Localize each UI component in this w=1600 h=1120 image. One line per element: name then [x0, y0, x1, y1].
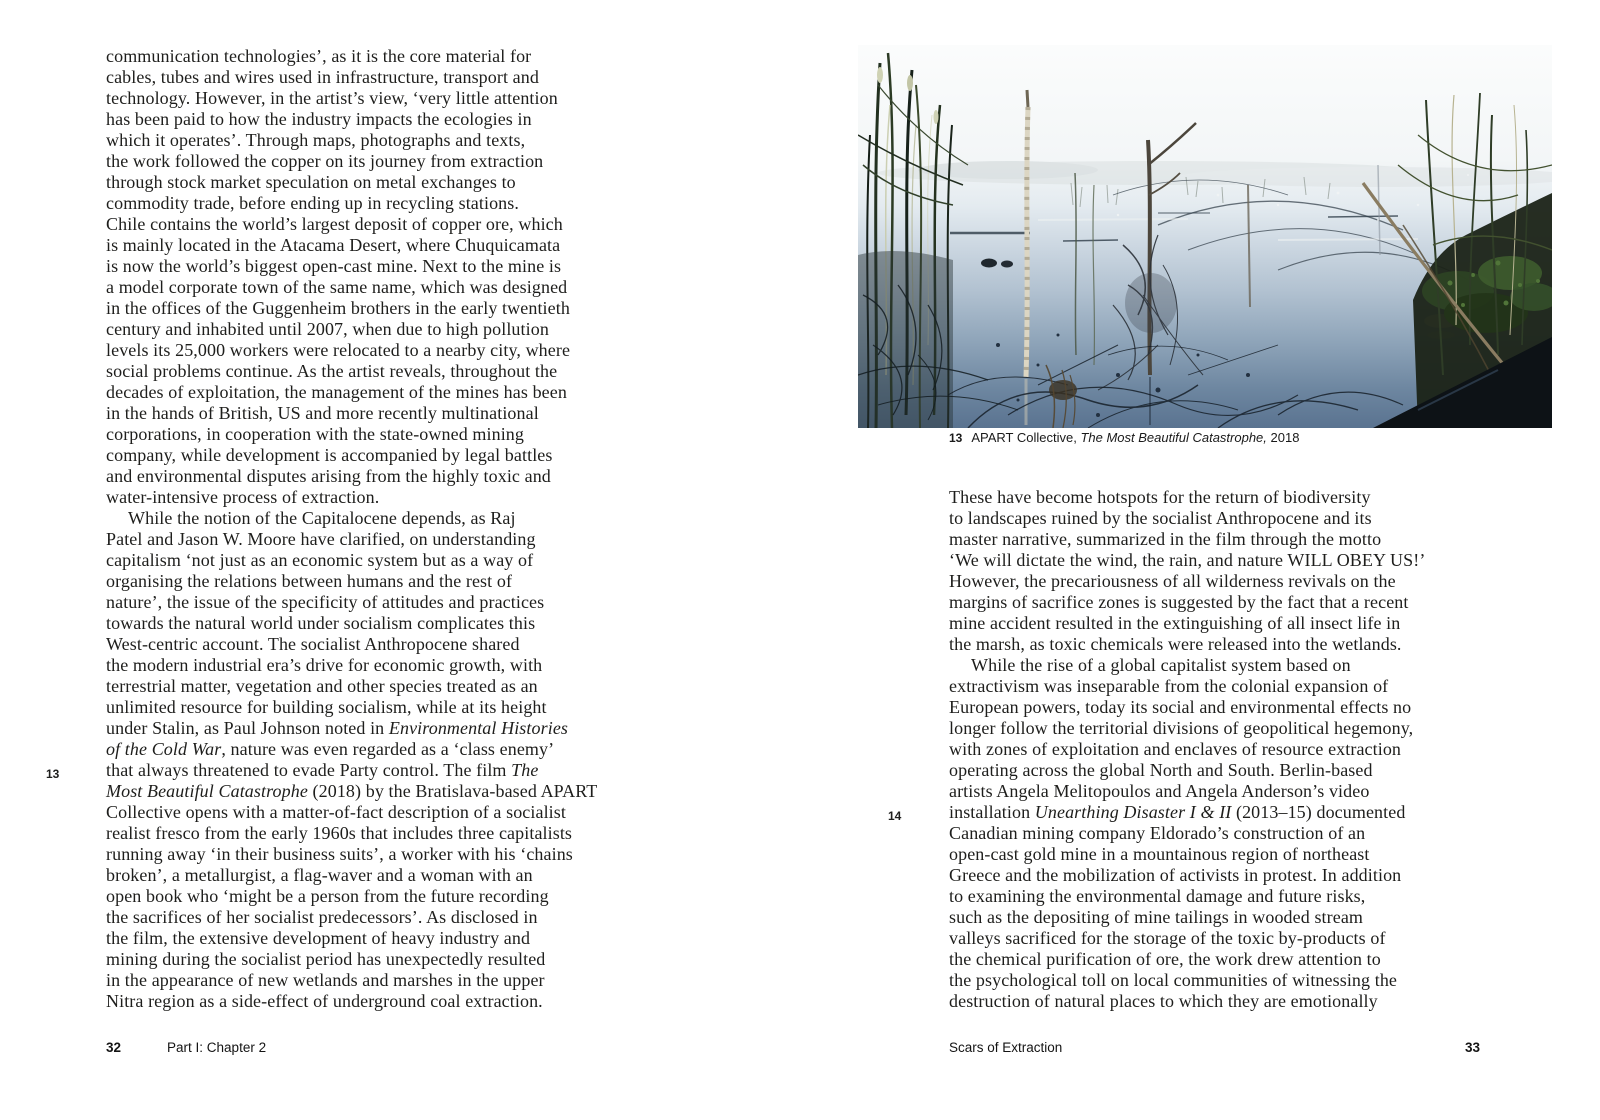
text-line: West-centric account. The socialist Anthropocene shared [106, 634, 520, 654]
text-line: levels its 25,000 workers were relocated to a nearby city, where [106, 340, 571, 360]
text-line: While the notion of the Capitalocene depends, as Raj [128, 508, 516, 528]
body-text-left [106, 46, 622, 1012]
running-head-right: Scars of Extraction [949, 1040, 1063, 1055]
text-line: Patel and Jason W. Moore have clarified, on understanding [106, 529, 536, 549]
text-line: decades of exploitation, the management of the mines has been [106, 382, 567, 402]
text-line: operating across the global North and South. Berlin-based [949, 760, 1373, 780]
text-line: Chile contains the world’s largest deposit of copper ore, which [106, 214, 563, 234]
text-line: company, while development is accompanied by legal battles [106, 445, 553, 465]
text-line: is now the world’s biggest open-cast mine. Next to the mine is [106, 256, 562, 276]
text-line: of the Cold War, nature was even regarded as a ‘class enemy’ [106, 739, 555, 759]
text-line: which it operates’. Through maps, photographs and texts, [106, 130, 526, 150]
text-line: with zones of exploitation and enclaves of resource extraction [949, 739, 1402, 759]
text-line: running away ‘in their business suits’, a worker with his ‘chains [106, 844, 573, 864]
text-line: capitalism ‘not just as an economic system but as a way of [106, 550, 534, 570]
text-line: master narrative, summarized in the film through the motto [949, 529, 1382, 549]
text-line: through stock market speculation on metal exchanges to [106, 172, 516, 192]
text-line: Greece and the mobilization of activists in protest. In addition [949, 865, 1402, 885]
text-line: technology. However, in the artist’s view, ‘very little attention [106, 88, 558, 108]
text-line: under Stalin, as Paul Johnson noted in Environmental Histories [106, 718, 569, 738]
text-line: mine accident resulted in the extinguishing of all insect life in [949, 613, 1401, 633]
margin-note-13: 13 [46, 767, 60, 781]
text-line: mining during the socialist period has unexpectedly resulted [106, 949, 546, 969]
text-line: the psychological toll on local communities of witnessing the [949, 970, 1398, 990]
text-line: and environmental disputes arising from the highly toxic and [106, 466, 551, 486]
text-line: the marsh, as toxic chemicals were released into the wetlands. [949, 634, 1402, 654]
text-line: cables, tubes and wires used in infrastructure, transport and [106, 67, 539, 87]
text-line: the film, the extensive development of heavy industry and [106, 928, 531, 948]
figure-caption [949, 430, 1299, 445]
text-line: that always threatened to evade Party control. The film The [106, 760, 539, 780]
footer-right [949, 1040, 1480, 1055]
figure-caption-artist: APART Collective, [971, 430, 1081, 445]
text-line: artists Angela Melitopoulos and Angela Anderson’s video [949, 781, 1370, 801]
text-line: commodity trade, before ending up in recycling stations. [106, 193, 519, 213]
text-line: nature’, the issue of the specificity of attitudes and practices [106, 592, 545, 612]
text-line: in the hands of British, US and more recently multinational [106, 403, 539, 423]
text-line: a model corporate town of the same name, which was designed [106, 277, 568, 297]
running-head-left: Part I: Chapter 2 [167, 1040, 267, 1055]
figure-caption-title: The Most Beautiful Catastrophe, [1080, 430, 1267, 445]
text-line: terrestrial matter, vegetation and other species treated as an [106, 676, 538, 696]
text-line: the chemical purification of ore, the work drew attention to [949, 949, 1381, 969]
text-line: in the offices of the Guggenheim brothers in the early twentieth [106, 298, 570, 318]
text-line: unlimited resource for building socialism, while at its height [106, 697, 547, 717]
text-line: Most Beautiful Catastrophe (2018) by the Bratislava-based APART [106, 781, 598, 801]
text-line: Nitra region as a side-effect of underground coal extraction. [106, 991, 543, 1011]
text-line: corporations, in cooperation with the state-owned mining [106, 424, 524, 444]
page-number-right: 33 [1464, 1040, 1480, 1055]
text-line: installation Unearthing Disaster I & II (2013–15) documented [949, 802, 1406, 822]
wetland-photo-illustration [858, 45, 1552, 428]
text-line: in the appearance of new wetlands and marshes in the upper [106, 970, 545, 990]
text-line: European powers, today its social and environmental effects no [949, 697, 1412, 717]
text-line: longer follow the territorial divisions of geopolitical hegemony, [949, 718, 1414, 738]
text-line: Canadian mining company Eldorado’s construction of an [949, 823, 1366, 843]
text-line: the sacrifices of her socialist predecessors’. As disclosed in [106, 907, 538, 927]
page-number-left: 32 [106, 1040, 122, 1055]
text-line: ‘We will dictate the wind, the rain, and nature WILL OBEY US!’ [949, 550, 1426, 570]
text-line: social problems continue. As the artist reveals, throughout the [106, 361, 558, 381]
text-line: towards the natural world under socialism complicates this [106, 613, 536, 633]
text-line: to landscapes ruined by the socialist Anthropocene and its [949, 508, 1372, 528]
text-line: These have become hotspots for the return of biodiversity [949, 487, 1371, 507]
figure-photo-wetland [858, 45, 1552, 428]
text-line: is mainly located in the Atacama Desert, where Chuquicamata [106, 235, 561, 255]
text-line: realist fresco from the early 1960s that includes three capitalists [106, 823, 573, 843]
body-text-right [949, 487, 1463, 1012]
text-line: such as the depositing of mine tailings in wooded stream [949, 907, 1364, 927]
text-line: extractivism was inseparable from the colonial expansion of [949, 676, 1389, 696]
text-line: While the rise of a global capitalist system based on [971, 655, 1351, 675]
text-line: to examining the environmental damage and future risks, [949, 886, 1366, 906]
text-line: broken’, a metallurgist, a flag-waver and a woman with an [106, 865, 533, 885]
text-line: However, the precariousness of all wilderness revivals on the [949, 571, 1396, 591]
figure-caption-number: 13 [949, 431, 963, 445]
text-line: water-intensive process of extraction. [106, 487, 380, 507]
footer-left [106, 1040, 622, 1055]
margin-note-14: 14 [888, 809, 902, 823]
text-line: century and inhabited until 2007, when due to high pollution [106, 319, 549, 339]
text-line: Collective opens with a matter-of-fact description of a socialist [106, 802, 566, 822]
text-line: destruction of natural places to which they are emotionally [949, 991, 1378, 1011]
text-line: open-cast gold mine in a mountainous region of northeast [949, 844, 1370, 864]
text-line: communication technologies’, as it is the core material for [106, 46, 532, 66]
text-line: the modern industrial era’s drive for economic growth, with [106, 655, 543, 675]
text-line: has been paid to how the industry impacts the ecologies in [106, 109, 532, 129]
text-line: margins of sacrifice zones is suggested by the fact that a recent [949, 592, 1409, 612]
figure-caption-year: 2018 [1266, 430, 1300, 445]
pale-stick [1026, 90, 1028, 425]
text-line: the work followed the copper on its journey from extraction [106, 151, 544, 171]
text-line: organising the relations between humans and the rest of [106, 571, 513, 591]
text-line: open book who ‘might be a person from the future recording [106, 886, 549, 906]
text-line: valleys sacrificed for the storage of the toxic by-products of [949, 928, 1386, 948]
